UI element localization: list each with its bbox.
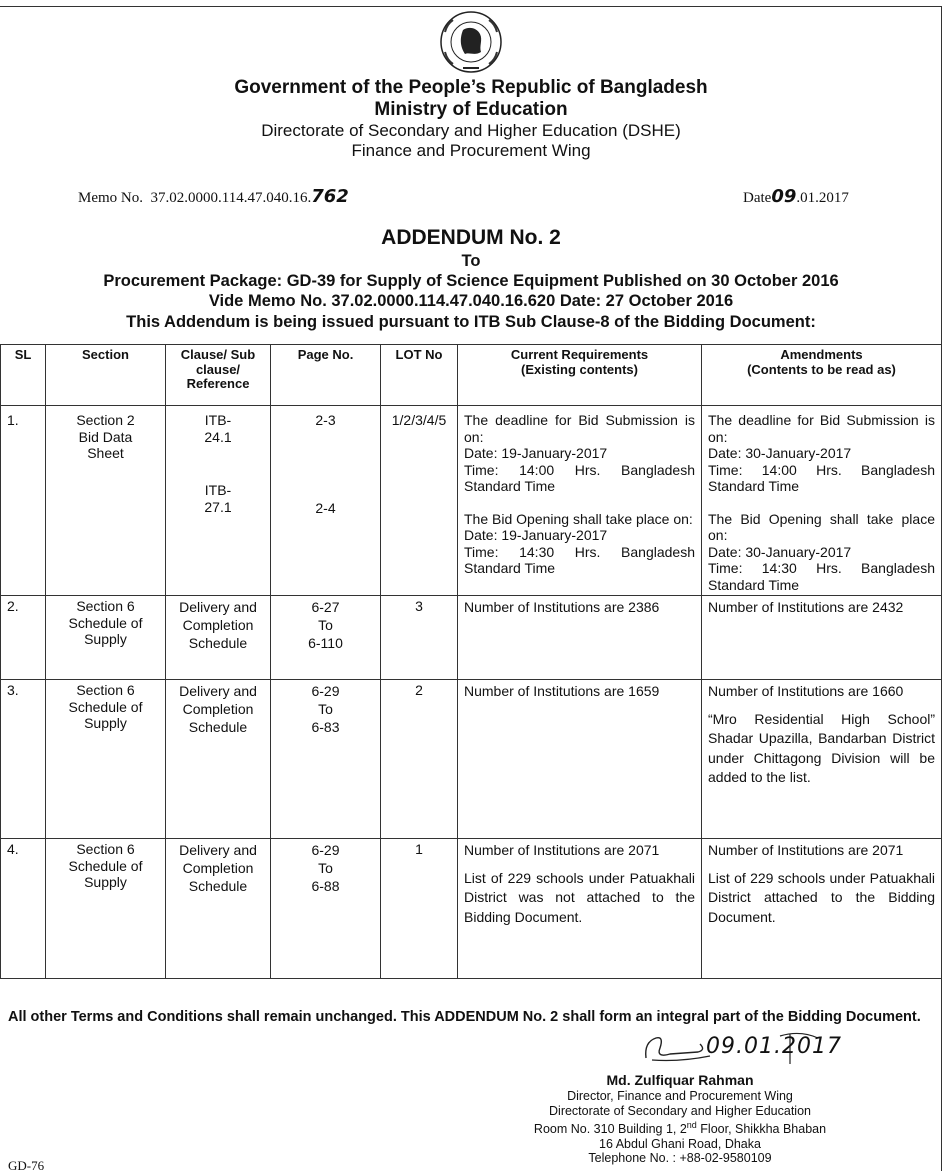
header-ministry: Ministry of Education [374,99,568,120]
row-sl: 2. [1,596,46,680]
package-line: Procurement Package: GD-39 for Supply of Science Equipment Published on 30 October 2016 [103,272,839,290]
memo-date: Date09.01.2017 [743,186,849,207]
signatory-room: Room No. 310 Building 1, 2nd Floor, Shikkha Bhaban [533,1120,827,1137]
row-sl: 4. [1,839,46,979]
row-lot: 1 [381,839,458,979]
signatory-name: Md. Zulfiquar Rahman [606,1072,754,1088]
addendum-table [0,344,942,979]
handwritten-day: 09 [771,186,797,207]
table-row [1,406,942,596]
signature-block [500,1072,860,1166]
row-lot: 2 [381,680,458,839]
handwritten-signature-date: 09.01.2017 [706,1034,842,1059]
row-section: Section 6 Schedule of Supply [46,839,166,979]
document-code: GD-76 [8,1158,45,1173]
row-page: 6-29 To 6-88 [271,839,381,979]
header-sl: SL [1,345,46,406]
addendum-title: ADDENDUM No. 2 [381,226,561,249]
row-section: Section 2 Bid Data Sheet [46,406,166,596]
table-row [1,596,942,680]
closing-note: All other Terms and Conditions shall remain unchanged. This ADDENDUM No. 2 shall form an integral part of the Bidding Document. [8,1009,921,1025]
row-page: 6-29 To 6-83 [271,680,381,839]
header-wing: Finance and Procurement Wing [351,141,591,160]
row-amendment: Number of Institutions are 2432 [702,596,942,680]
row-section: Section 6 Schedule of Supply [46,680,166,839]
memo-number: Memo No. 37.02.0000.114.47.040.16.762 [78,186,349,207]
header-lot: LOT No [381,345,458,406]
row-clause: Delivery and Completion Schedule [166,596,271,680]
handwritten-memo-number: 762 [311,186,349,207]
header-directorate: Directorate of Secondary and Higher Education (DSHE) [261,121,681,140]
table-header-row [1,345,942,406]
header-government: Government of the People’s Republic of Bangladesh [234,77,708,98]
row-clause: Delivery and Completion Schedule [166,680,271,839]
vide-memo-line: Vide Memo No. 37.02.0000.114.47.040.16.620 Date: 27 October 2016 [208,292,734,310]
table-row [1,839,942,979]
issued-pursuant-line: This Addendum is being issued pursuant to ITB Sub Clause-8 of the Bidding Document: [126,313,816,331]
header-page: Page No. [271,345,381,406]
header-amendments: Amendments (Contents to be read as) [702,345,942,406]
row-lot: 1/2/3/4/5 [381,406,458,596]
row-amendment: Number of Institutions are 1660 “Mro Residential High School” Shadar Upazilla, Bandarban District under Chittagong Division will be added to the list. [702,680,942,839]
row-clause: Delivery and Completion Schedule [166,839,271,979]
row-current: The deadline for Bid Submission is on: Date: 19-January-2017 Time: 14:00 Hrs. Bangladesh Standard Time The Bid Opening shall take place on: Date: 19-January-2017 Time: 14:30 Hrs. Bangladesh Standard Time [458,406,702,596]
row-amendment: The deadline for Bid Submission is on: Date: 30-January-2017 Time: 14:00 Hrs. Bangladesh Standard Time The Bid Opening shall take place on: Date: 30-January-2017 Time: 14:30 Hrs. Bangladesh Standard Time [702,406,942,596]
government-seal-icon [435,10,507,74]
row-amendment: Number of Institutions are 2071 List of 229 schools under Patuakhali District attached to the Bidding Document. [702,839,942,979]
signatory-street: 16 Abdul Ghani Road, Dhaka [599,1136,761,1151]
header-current: Current Requirements (Existing contents) [458,345,702,406]
row-current: Number of Institutions are 2386 [458,596,702,680]
row-sl: 3. [1,680,46,839]
header-clause: Clause/ Sub clause/ Reference [166,345,271,406]
row-sl: 1. [1,406,46,596]
row-lot: 3 [381,596,458,680]
row-clause: ITB- 24.1 ITB- 27.1 [166,406,271,596]
addendum-to: To [461,252,481,270]
row-current: Number of Institutions are 2071 List of 229 schools under Patuakhali District was not attached to the Bidding Document. [458,839,702,979]
signatory-phone: Telephone No. : +88-02-9580109 [588,1151,772,1166]
row-section: Section 6 Schedule of Supply [46,596,166,680]
table-row [1,680,942,839]
signatory-org: Directorate of Secondary and Higher Education [549,1103,811,1118]
row-page: 2-3 2-4 [271,406,381,596]
signatory-title: Director, Finance and Procurement Wing [567,1089,793,1103]
header-section: Section [46,345,166,406]
row-page: 6-27 To 6-110 [271,596,381,680]
row-current: Number of Institutions are 1659 [458,680,702,839]
